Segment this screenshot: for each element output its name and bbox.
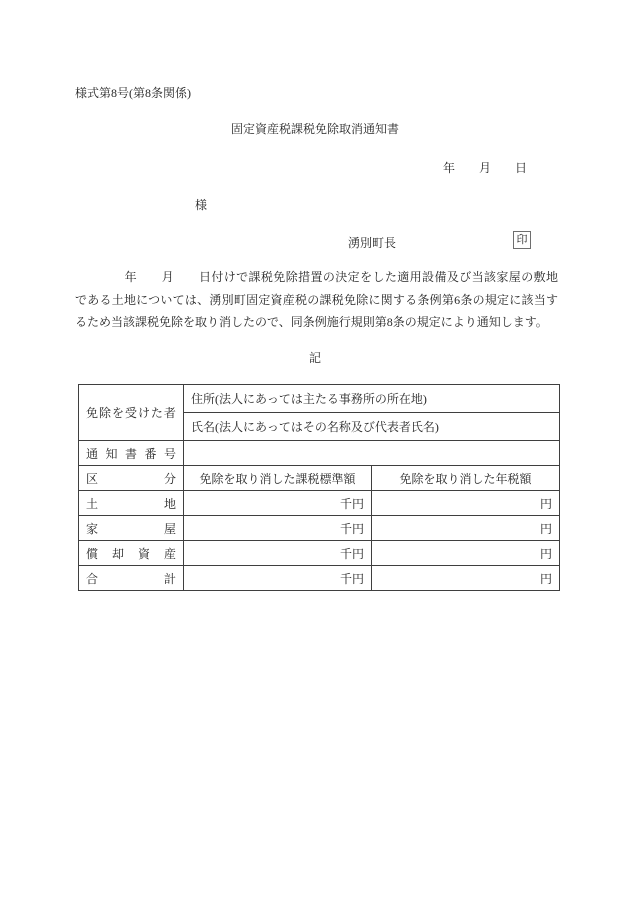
notice-number-label: 通 知 書 番 号 <box>86 446 176 461</box>
depreciable-assets-label: 償 却 資 産 <box>86 546 176 561</box>
notice-number-value-cell <box>184 441 560 466</box>
depreciable-assets-annual-tax-cell: 円 <box>372 541 560 566</box>
depreciable-assets-tax-base-cell: 千円 <box>184 541 372 566</box>
addressee-honorific: 様 <box>195 198 208 212</box>
total-annual-tax-cell: 円 <box>372 566 560 591</box>
paragraph-line-2: である土地については、湧別町固定資産税の課税免除に関する条例第6条の規定に該当す <box>75 292 558 307</box>
table-row-column-headers <box>79 466 560 491</box>
depreciable-assets-label-cell <box>79 541 184 566</box>
exempted-person-label: 免 除 を 受 け た 者 <box>86 406 176 420</box>
body-paragraph <box>75 266 558 334</box>
seal-mark: 印 <box>513 231 531 249</box>
tax-exemption-detail-table <box>78 384 560 591</box>
notice-number-label-cell <box>79 441 184 466</box>
table-row-land <box>79 491 560 516</box>
column-header-annual-tax: 免除を取り消した年税額 <box>372 466 560 491</box>
paragraph-line-1: 年 月 日付けで課税免除措置の決定をした適用設備及び当該家屋の敷地 <box>75 270 558 284</box>
record-heading: 記 <box>308 351 321 365</box>
building-label-cell <box>79 516 184 541</box>
total-tax-base-cell: 千円 <box>184 566 372 591</box>
building-annual-tax-cell: 円 <box>372 516 560 541</box>
land-annual-tax-cell: 円 <box>372 491 560 516</box>
paragraph-line-3: るため当該課税免除を取り消したので、同条例施行規則第8条の規定により通知します。 <box>75 315 548 329</box>
table-row-total <box>79 566 560 591</box>
category-label-cell <box>79 466 184 491</box>
table-row-address <box>79 385 560 413</box>
table-row-notice-number <box>79 441 560 466</box>
document-title: 固定資産税課税免除取消通知書 <box>230 122 399 136</box>
table-row-depreciable-assets <box>79 541 560 566</box>
land-tax-base-cell: 千円 <box>184 491 372 516</box>
form-number: 様式第8号(第8条関係) <box>75 86 191 100</box>
total-label-cell <box>79 566 184 591</box>
issuer-title: 湧別町長 <box>348 236 397 250</box>
issue-date-line: 年 月 日 <box>442 161 527 175</box>
building-tax-base-cell: 千円 <box>184 516 372 541</box>
land-label: 土 地 <box>86 496 176 511</box>
building-label: 家 屋 <box>86 521 176 536</box>
column-header-tax-base: 免除を取り消した課税標準額 <box>184 466 372 491</box>
name-label-cell: 氏名(法人にあってはその名称及び代表者氏名) <box>184 413 560 441</box>
table-row-building <box>79 516 560 541</box>
category-label: 区 分 <box>86 471 176 486</box>
land-label-cell <box>79 491 184 516</box>
total-label: 合 計 <box>86 571 176 586</box>
exempted-person-cell <box>79 385 184 441</box>
address-label-cell: 住所(法人にあっては主たる事務所の所在地) <box>184 385 560 413</box>
